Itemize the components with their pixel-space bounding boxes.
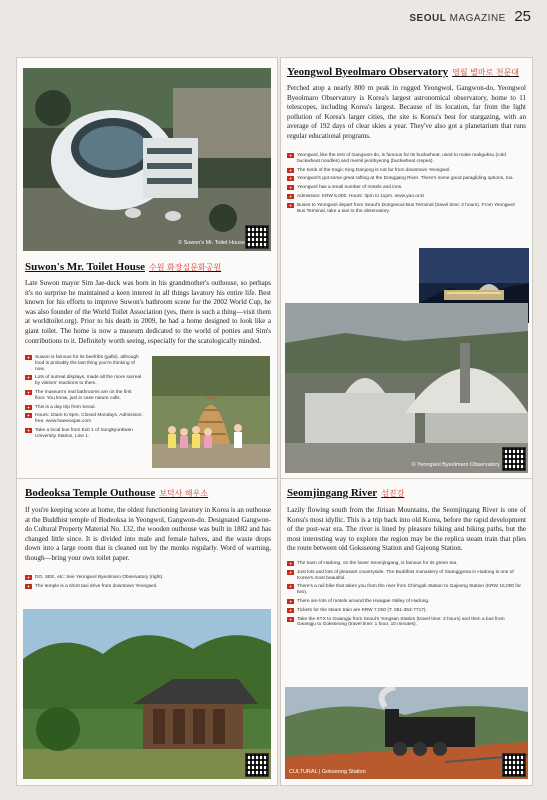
tip-item: ✦ Yeongwol's got some great rafting at the Donggang River. There's some good paragliding options, too.	[288, 176, 514, 182]
seomjingang-title: Seomjingang River 섬진강	[287, 487, 405, 499]
seomjingang-photo	[285, 687, 528, 779]
observatory-panel	[280, 57, 533, 479]
tip-item: ✦ DO, SEE, etc: See Yeongwol Byeolmaro Observatory (right).	[26, 575, 164, 580]
tip-item: ✦ Take a local bus from Exit 1 of Sungkyunkwan University Station, Line 1.	[26, 427, 133, 439]
bodeoksa-tips	[25, 575, 271, 593]
toilet-sculpture-image	[152, 356, 270, 468]
transport-icon: ✦	[26, 427, 31, 433]
tip-item: ✦ Take the KTX to Gwangju from Seoul's Yongsan Station (travel time: 3 hours) and then a bus from Gwangju to Goksseong (travel time: 1 hour, 10 minutes).	[288, 616, 505, 628]
seomjingang-photo-caption: CULTURAL | Gokseong Station	[289, 769, 366, 775]
observatory-photo-caption: © Yeongwol Byeolmaro Observatory	[411, 462, 500, 468]
tip-item: ✦ The tomb of the tragic King Danjong is not far from downtown Yeongwol.	[288, 167, 451, 173]
seomjingang-qr-code	[502, 753, 526, 777]
tip-item: ✦ Tickets for the steam train are KRW 7,000 (T. 061-362-7717).	[288, 607, 427, 613]
do-icon: ✦	[288, 176, 293, 182]
observatory-dome-image	[285, 303, 528, 473]
toilet-house-tips	[25, 355, 143, 443]
tip-item: ✦ Just lots and lots of pleasant countryside. The Buddhist monastery of Ssanggyesa in Hadong is one of Korea's most beautiful.	[288, 569, 514, 581]
toilet-house-aerial-image	[23, 68, 271, 251]
tip-item: ✦ Suwon is famous for its beefribs (galbi), although food is probably the last thing you're thinking of now.	[26, 355, 139, 372]
toilet-house-panel	[16, 57, 278, 479]
stay-icon: ✦	[288, 185, 293, 191]
tip-item: ✦ The town of Hadong, on the lower Seomjingang, is famous for its green tea.	[288, 561, 458, 566]
tip-item: ✦ There's a rail bike that takes you from the river from Chimgok Station to Gajeong Station (KRW 15,000 for two).	[288, 584, 521, 596]
bodeoksa-photo	[23, 609, 271, 779]
tip-item: ✦ There are lots of motels around the Hwagae Valley of Hadong.	[288, 598, 430, 604]
see-icon: ✦	[26, 375, 31, 381]
tip-item: ✦ This is a day trip from Seoul.	[26, 404, 96, 410]
bodeoksa-title: Bodeoksa Temple Outhouse 보덕사 해우소	[25, 487, 209, 499]
stay-icon: ✦	[26, 404, 31, 410]
bodeoksa-qr-code	[245, 753, 269, 777]
see-icon: ✦	[288, 569, 293, 575]
do-icon: ✦	[288, 584, 293, 590]
food-icon: ✦	[26, 355, 31, 360]
observatory-body: Perched atop a nearly 800 m peak in rugged Yeongwol, Gangwon-do, Yeongwol Byeolmaro Observatory is Korea's largest astronomical observatory, home to 11 telescopes, including Korea's largest. Because of its location, far from the light pollution of Korea's larger cities, the site is Korea's best for stargazing, with an average of 192 days of clear skies a year. They've also got a planetarium that runs regular educational programs.	[287, 84, 526, 140]
see-icon: ✦	[288, 167, 293, 173]
tip-item: ✦ Lots of surreal displays, made all the more surreal by visitors' reactions to them.	[26, 375, 142, 387]
tip-item: ✦ Admission: KRW 5,000. Hours: 3pm to 11pm. www.yao.or.kr	[288, 193, 425, 199]
stay-icon: ✦	[288, 598, 293, 604]
page-number: 25	[514, 8, 531, 25]
tip-item: ✦ Hours: 10am to 6pm. Closed Mondays. Admission: free. www.haewoojae.com	[26, 413, 143, 425]
magazine-header	[409, 8, 531, 26]
steam-train-image	[285, 687, 528, 779]
transport-icon: ✦	[26, 583, 31, 589]
info-icon: ✦	[288, 607, 293, 613]
observatory-qr-code	[502, 447, 526, 471]
food-icon: ✦	[288, 153, 293, 158]
toilet-house-body: Late Suwon mayor Sim Jae-duck was born in his grandmother's outhouse, so perhaps it's no surprise he maintained a keen interest in all things lavatory his entire life. Best known for his efforts to improve Suwon's bathroom scene for the 2002 World Cup, he was also founder of the World Toilet Association (yes, there is such a thing—visit them at worldtoilet.org). Prior to his death in 2009, he had a home designed to look like a giant toilet. The home is now a museum dedicated to the world of potties and Sim's contributions to it. Definitely worth seeing, especially for the scatologically minded.	[25, 279, 271, 345]
tip-item: ✦ Buses to Yeongwol depart from Seoul's Dongseoul Bus Terminal (travel time: 2 hours). From Yeongwol Bus Terminal, take a taxi to the observatory.	[288, 202, 515, 214]
toilet-house-qr-code	[245, 225, 269, 249]
tip-item: ✦ Yeongwol has a small number of motels and inns.	[288, 185, 403, 191]
do-icon: ✦	[26, 389, 31, 395]
tip-item: ✦ The temple is a short taxi drive from downtown Yeongwol.	[26, 583, 158, 589]
info-icon: ✦	[288, 193, 293, 199]
observatory-title: Yeongwol Byeolmaro Observatory 영월 별마로 천문대	[287, 66, 520, 78]
info-icon: ✦	[26, 413, 31, 419]
observatory-tips	[287, 153, 522, 217]
tip-item: ✦ The museum's real bathrooms are on the first floor. You know, just in case nature calls.	[26, 389, 132, 401]
toilet-sculpture-photo	[152, 356, 270, 468]
see-icon: ✦	[26, 575, 31, 580]
bodeoksa-panel	[16, 478, 278, 786]
toilet-house-photo-caption: © Suwon's Mr. Toilet House	[177, 240, 245, 246]
seomjingang-body: Lazily flowing south from the Jirisan Mountains, the Seomjingang River is one of Korea's most idyllic. This is a trip back into old Korea, before the rapid development of the post-war era. The river is lined by pleasure hiking and biking paths, but the most interesting way to explore the region may be the replica steam train that plies the route between old Goksseong Station and Gajeong Station.	[287, 506, 526, 553]
toilet-house-photo	[23, 68, 271, 251]
seomjingang-panel	[280, 478, 533, 786]
food-icon: ✦	[288, 561, 293, 566]
bodeoksa-outhouse-image	[23, 609, 271, 779]
toilet-house-title: Suwon's Mr. Toilet House 수원 화장실문화공원	[25, 261, 222, 273]
transport-icon: ✦	[288, 202, 293, 208]
bodeoksa-body: If you're keeping score at home, the oldest functioning lavatory in Korea is an outhouse at the Buddhist temple of Bodeoksa in Yeongwol, Gangwon-do. Designated Gangwon-do Cultural Property Material No. 132, the wooden outhouse was built in 1882 and has changed little since. It is divided into male and female halves, and the waste drops down into a large room that is cleaned out by the monks regularly. Word of warning, though—bring your own toilet paper.	[25, 506, 271, 562]
seomjingang-tips	[287, 561, 522, 631]
tip-item: ✦ Yeongwol, like the rest of Gangwon-do, is famous for its buckwheat, used to make makguksu (cold buckwheat noodles) and memil jeonbyeong (buckwheat crepes).	[288, 153, 506, 164]
observatory-dome-photo	[285, 303, 528, 473]
transport-icon: ✦	[288, 616, 293, 622]
magazine-title: SEOUL MAGAZINE	[409, 13, 506, 24]
